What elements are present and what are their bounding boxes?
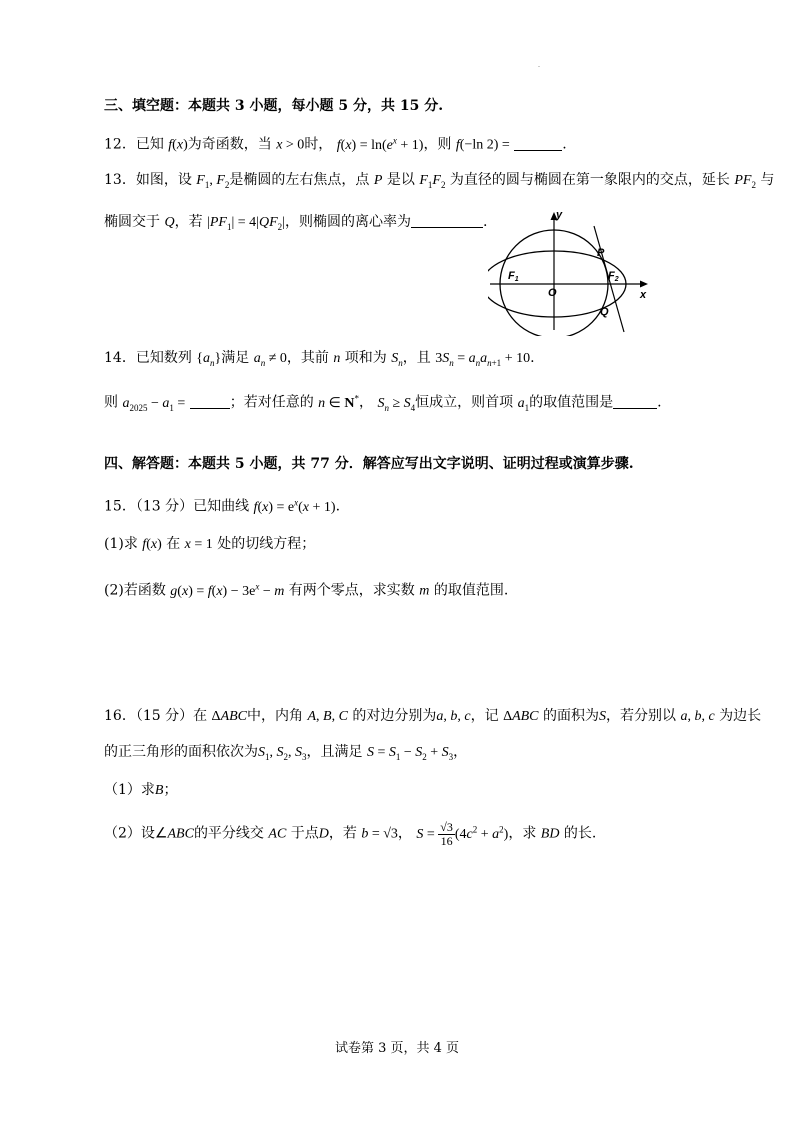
q16-text: 的对边分别为 — [352, 708, 437, 724]
q14-formula-sn: $S_n$ — [391, 351, 403, 368]
q16-formula-sides-2: a, b, c — [680, 709, 715, 724]
q14-text: 的取值范围是 — [529, 394, 614, 411]
q16-text: 的长. — [563, 825, 597, 842]
q14-text: 已知数列 — [135, 350, 192, 366]
q16-text: ，求 — [508, 825, 537, 842]
q13-var-p: P — [373, 173, 383, 188]
q14-text: 则 — [104, 394, 118, 411]
q14-formula-ineq: $S_n \ge S_4$ — [377, 395, 416, 413]
q15-formula-x1: x = 1 — [184, 537, 213, 552]
question-12 — [104, 130, 567, 156]
q14-text: ， — [359, 394, 373, 411]
q15-text: 求 — [123, 536, 138, 552]
q15-text: 有两个零点，求实数 — [288, 582, 415, 599]
q15-text: 在 — [166, 536, 181, 552]
q15-text: 若函数 — [123, 582, 166, 599]
q16-text: ，若 — [328, 825, 357, 842]
q16-text: 的正三角形的面积依次为 — [104, 744, 258, 760]
q13-formula-f1f2: $F_1F_2$ — [419, 173, 446, 190]
label-q: Q — [600, 306, 609, 318]
q16-text: ，若分别以 — [605, 708, 676, 724]
section3-heading: 三、填空题：本题共 3 小题，每小题 5 分，共 15 分. — [104, 98, 444, 114]
q13-text: ，若 — [174, 214, 203, 230]
label-x: x — [640, 289, 647, 301]
q16-text: ， — [453, 744, 468, 760]
q13-number: 13． — [104, 172, 136, 188]
q16-text: （2）设 — [104, 825, 155, 842]
q13-formula-cond: $|PF_1| = 4|QF_2|$ — [207, 215, 285, 232]
question-13-line2 — [104, 212, 487, 237]
q16-formula-triangle-2: ΔABC — [503, 709, 539, 724]
q13-answer-blank[interactable] — [411, 213, 483, 228]
q16-formula-triangle: ΔABC — [211, 709, 248, 724]
q15-formula-fx: f(x) — [142, 537, 162, 552]
q16-text: 的面积为 — [542, 708, 599, 724]
section4-heading: 四、解答题：本题共 5 小题，共 77 分．解答应写出文字说明、证明过程或演算步骤. — [104, 456, 634, 472]
q16-formula-sides: a, b, c — [436, 709, 471, 724]
q13-text: ，则椭圆的离心率为 — [284, 214, 411, 230]
ellipse-circle-figure — [488, 208, 658, 336]
q14-text: 满足 — [221, 350, 250, 366]
q16-text: ，记 — [470, 708, 499, 724]
q14-var-n: n — [333, 351, 341, 366]
q12-formula-def: $f(x) = \ln(e^x + 1)$ — [336, 135, 424, 153]
q12-formula-ask: f(−ln 2) = — [455, 137, 510, 153]
q16-text: ； — [163, 782, 178, 798]
q14-text: ，且 — [402, 350, 431, 366]
question-13-line1 — [104, 170, 774, 195]
q15-part1-number: (1) — [104, 536, 124, 552]
q13-text: . — [482, 214, 488, 230]
question-16-part1 — [104, 780, 177, 801]
q16-text: ， — [397, 825, 412, 842]
label-f2: F2 — [608, 270, 619, 283]
q12-text: ，则 — [423, 136, 452, 153]
q12-text: 已知 — [135, 136, 164, 153]
question-14-line2 — [104, 388, 662, 417]
x-axis-arrow — [640, 281, 648, 288]
q13-var-q: Q — [164, 215, 175, 230]
q16-formula-angle: ∠ABC — [154, 826, 194, 842]
q14-answer-blank-1[interactable] — [190, 394, 230, 409]
q14-number: 14． — [104, 350, 136, 366]
q14-formula-relation: $3S_n = a_na_{n+1} + 10$ — [435, 351, 531, 368]
q16-formula-area: S = $\frac{√3}{16}$ $(4c^2 + a^2)$ — [416, 819, 509, 848]
q14-text: ，其前 — [286, 350, 329, 366]
q15-text: 处的切线方程； — [217, 536, 316, 552]
q12-formula-fx: f(x) — [168, 137, 188, 153]
q13-text: 是以 — [386, 172, 415, 188]
q14-formula-diff: $a_{2025} - a_1$ = — [122, 395, 186, 413]
q16-text: 的平分线交 — [193, 825, 264, 842]
q16-formula-b: b = √3 — [361, 826, 398, 842]
q14-text: . — [657, 394, 662, 411]
q15-formula-gx: $g(x) = f(x) - 3e^x - m$ — [170, 581, 285, 599]
q16-text: 为边长 — [719, 708, 762, 724]
q16-formula-areas: $S_1$, $S_2$, $S_3$ — [258, 745, 307, 762]
q16-text: （1）求 — [104, 782, 155, 798]
q15-text: . — [335, 498, 341, 515]
q16-text: 中，内角 — [247, 708, 304, 724]
question-15-part2 — [104, 576, 508, 602]
q16-var-d: D — [318, 826, 329, 842]
label-y: y — [556, 209, 563, 221]
q12-answer-blank[interactable] — [514, 136, 562, 151]
q16-formula-relation: $S = S_1 - S_2 + S_3$ — [366, 745, 454, 762]
q13-text: 是椭圆的左右焦点，点 — [229, 172, 370, 188]
q14-formula-seq: $\{a_n\}$ — [196, 351, 222, 368]
q13-formula-pf2: $PF_2$ — [734, 173, 756, 190]
question-16-line2 — [104, 742, 467, 767]
question-16-part2 — [104, 816, 596, 848]
q14-formula-nonzero: $a_n \ne 0$ — [253, 351, 287, 368]
q16-text: ，且满足 — [306, 744, 363, 760]
q16-var-s: S — [598, 709, 606, 724]
q16-text: 在 — [193, 708, 208, 724]
q12-number: 12． — [104, 136, 136, 153]
q12-text: 时， — [304, 136, 333, 153]
q14-formula-a1: $a_1$ — [517, 395, 530, 413]
q14-text: 项和为 — [344, 350, 387, 366]
q14-formula-domain: n ∈ N* — [318, 393, 359, 411]
q16-formula-angles: A, B, C — [307, 709, 348, 724]
q16-score: （15 分） — [135, 708, 194, 724]
q16-number: 16． — [104, 708, 136, 724]
q16-formula-bd: BD — [540, 826, 560, 842]
q15-part2-number: (2) — [104, 582, 124, 599]
q13-text: 为直径的圆与椭圆在第一象限内的交点，延长 — [449, 172, 730, 188]
q12-text: . — [562, 136, 567, 153]
page-footer: 试卷第 3 页，共 4 页 — [334, 1041, 460, 1056]
q13-formula-foci: $F_1$, $F_2$ — [196, 173, 230, 190]
q13-text: 与 — [760, 172, 775, 188]
q16-text: 于点 — [290, 825, 319, 842]
label-p: P — [597, 247, 605, 259]
q15-text: 的取值范围. — [433, 582, 509, 599]
q14-text: . — [530, 350, 535, 366]
q14-text: ；若对任意的 — [229, 394, 314, 411]
q12-formula-cond: x > 0 — [276, 137, 305, 153]
q13-text: 如图，设 — [135, 172, 192, 188]
label-f1: F1 — [508, 270, 519, 283]
scan-speck — [538, 66, 540, 67]
question-15-part1 — [104, 534, 315, 555]
q15-number: 15． — [104, 498, 136, 515]
q16-var-b: B — [154, 783, 164, 798]
q12-text: 为奇函数，当 — [187, 136, 272, 153]
q14-answer-blank-2[interactable] — [613, 394, 657, 409]
label-o: O — [548, 287, 557, 299]
q16-formula-ac: AC — [268, 826, 287, 842]
q14-text: 恒成立，则首项 — [415, 394, 514, 411]
q15-score: （13 分） — [135, 498, 194, 515]
question-16-line1 — [104, 706, 761, 727]
question-14-line1 — [104, 348, 535, 373]
question-15-stem — [104, 492, 340, 518]
q15-formula-curve: $f(x) = e^x(x + 1)$ — [253, 497, 336, 515]
q13-text: 椭圆交于 — [104, 214, 160, 230]
q15-text: 已知曲线 — [193, 498, 250, 515]
q15-var-m: m — [419, 583, 430, 599]
